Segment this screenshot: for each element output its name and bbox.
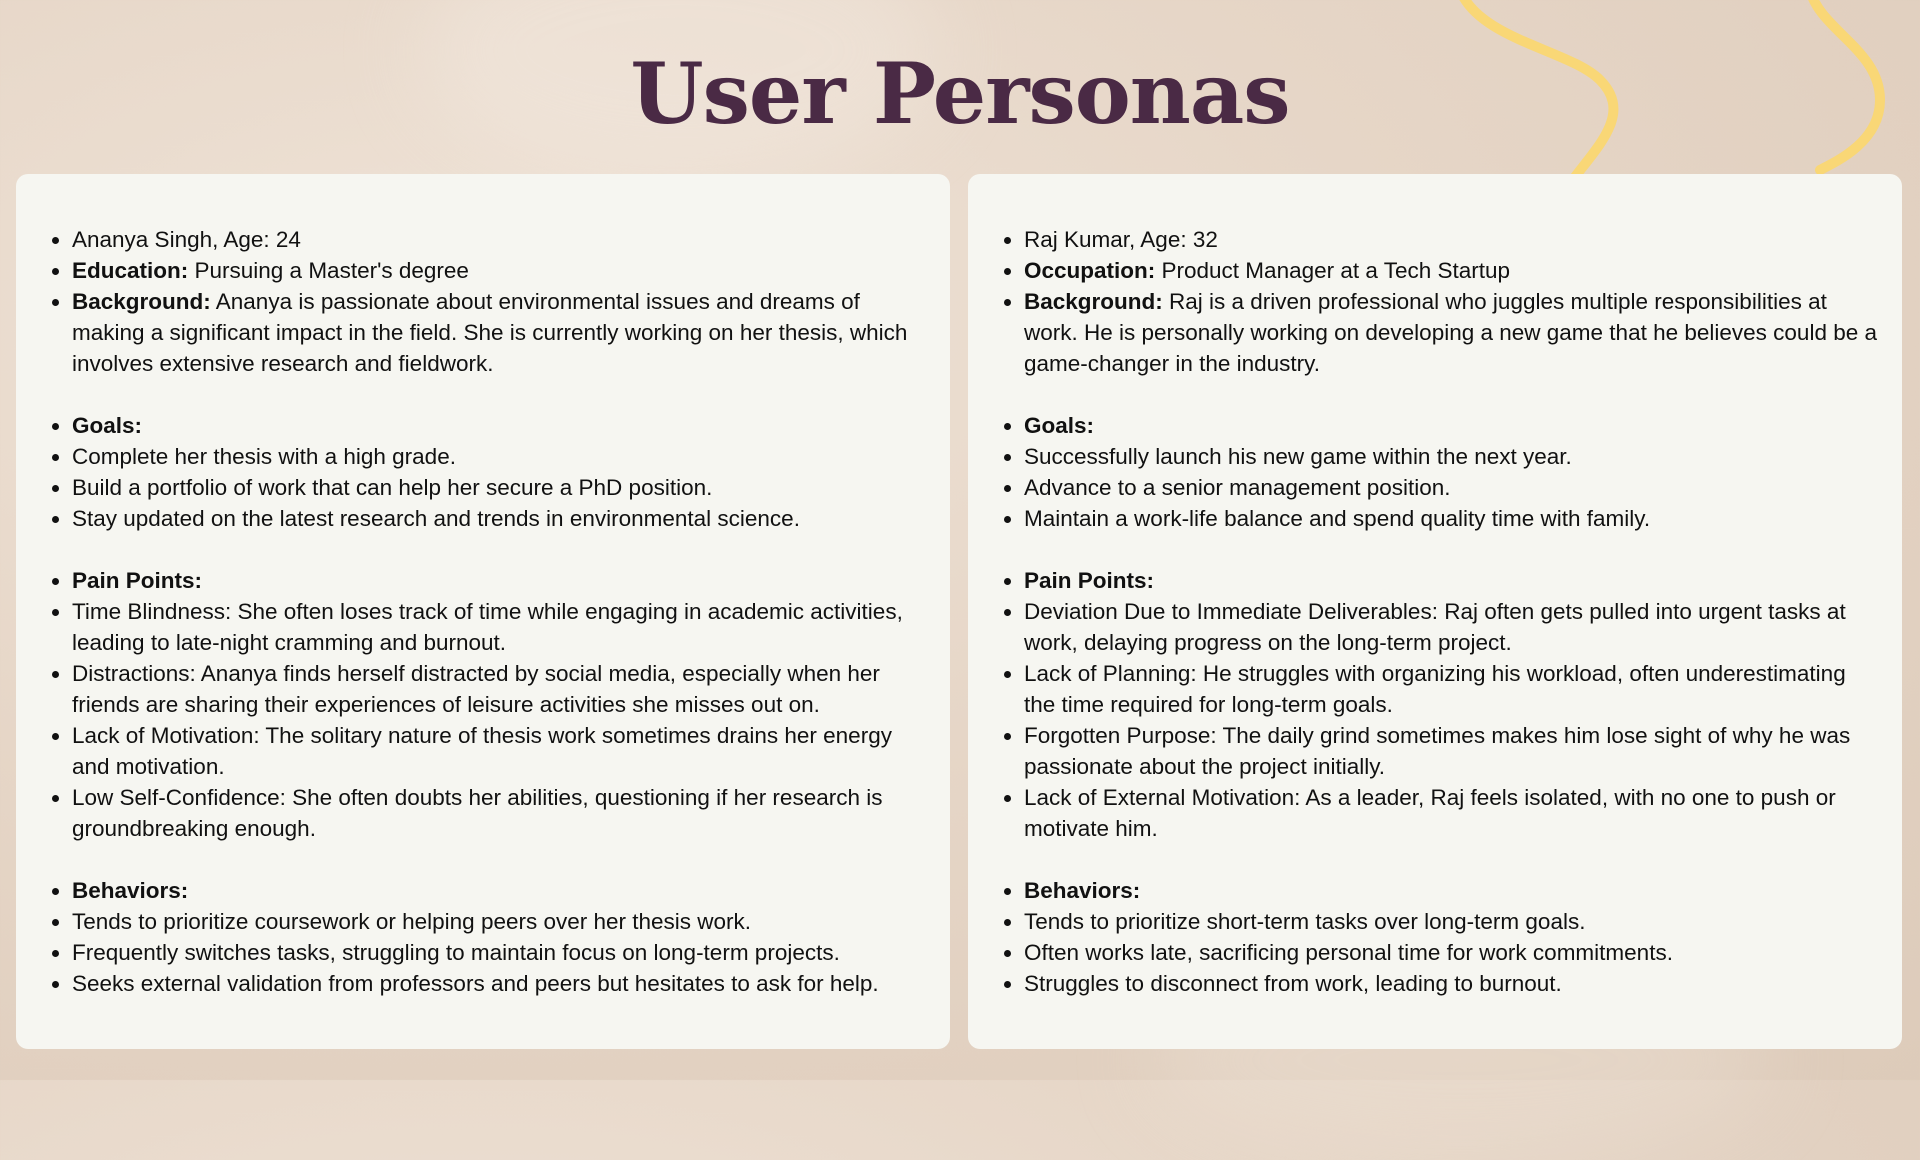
occupation-label: Occupation: xyxy=(1024,258,1156,283)
pain-points-heading: • Pain Points: xyxy=(1024,565,1882,596)
behaviors-heading: • Behaviors: xyxy=(1024,875,1882,906)
goal-item: • Stay updated on the latest research and trends in environmental science. xyxy=(72,503,930,534)
behavior-item: • Tends to prioritize coursework or helping peers over her thesis work. xyxy=(72,906,930,937)
behaviors-heading: • Behaviors: xyxy=(72,875,930,906)
occupation-value: Product Manager at a Tech Startup xyxy=(1155,258,1511,283)
goal-item: • Complete her thesis with a high grade. xyxy=(72,441,930,472)
behavior-item: • Often works late, sacrificing personal time for work commitments. xyxy=(1024,937,1882,968)
occupation-item xyxy=(1024,255,1882,286)
goal-item: • Build a portfolio of work that can help her secure a PhD position. xyxy=(72,472,930,503)
pain-point-item: • Low Self-Confidence: She often doubts her abilities, questioning if her research is groundbreaking enough. xyxy=(72,782,930,844)
persona-name: • Raj Kumar, Age: 32 xyxy=(1024,224,1882,255)
background-item xyxy=(72,286,930,379)
pain-point-item: • Forgotten Purpose: The daily grind sometimes makes him lose sight of why he was passionate about the project initially. xyxy=(1024,720,1882,782)
background-text: Ananya is passionate about environmental issues and dreams of making a significant impact in the field. She is currently working on her thesis, which involves extensive research and fieldwork. xyxy=(72,289,908,376)
behavior-item: • Tends to prioritize short-term tasks over long-term goals. xyxy=(1024,906,1882,937)
persona-name: • Ananya Singh, Age: 24 xyxy=(72,224,930,255)
behavior-item: • Frequently switches tasks, struggling to maintain focus on long-term projects. xyxy=(72,937,930,968)
persona-list xyxy=(46,224,930,999)
page-title: User Personas xyxy=(630,44,1290,143)
behavior-item: • Seeks external validation from professors and peers but hesitates to ask for help. xyxy=(72,968,930,999)
goal-item: • Advance to a senior management position. xyxy=(1024,472,1882,503)
pain-point-item: • Lack of Planning: He struggles with organizing his workload, often underestimating the time required for long-term goals. xyxy=(1024,658,1882,720)
persona-card-raj xyxy=(968,174,1902,1049)
background-label: Background: xyxy=(1024,289,1163,314)
persona-card-ananya xyxy=(16,174,950,1049)
pain-point-item: • Time Blindness: She often loses track of time while engaging in academic activities, leading to late-night cramming and burnout. xyxy=(72,596,930,658)
pain-point-item: • Distractions: Ananya finds herself distracted by social media, especially when her friends are sharing their experiences of leisure activities she misses out on. xyxy=(72,658,930,720)
background-item xyxy=(1024,286,1882,379)
background-label: Background: xyxy=(72,289,211,314)
goal-item: • Maintain a work-life balance and spend quality time with family. xyxy=(1024,503,1882,534)
pain-point-item: • Lack of External Motivation: As a leader, Raj feels isolated, with no one to push or motivate him. xyxy=(1024,782,1882,844)
education-value: Pursuing a Master's degree xyxy=(188,258,469,283)
education-item xyxy=(72,255,930,286)
background-text: Raj is a driven professional who juggles multiple responsibilities at work. He is personally working on developing a new game that he believes could be a game-changer in the industry. xyxy=(1024,289,1878,376)
goals-heading: • Goals: xyxy=(72,410,930,441)
pain-points-heading: • Pain Points: xyxy=(72,565,930,596)
persona-list xyxy=(998,224,1882,999)
behavior-item: • Struggles to disconnect from work, leading to burnout. xyxy=(1024,968,1882,999)
pain-point-item: • Lack of Motivation: The solitary nature of thesis work sometimes drains her energy and motivation. xyxy=(72,720,930,782)
goal-item: • Successfully launch his new game within the next year. xyxy=(1024,441,1882,472)
goals-heading: • Goals: xyxy=(1024,410,1882,441)
pain-point-item: • Deviation Due to Immediate Deliverables: Raj often gets pulled into urgent tasks at work, delaying progress on the long-term project. xyxy=(1024,596,1882,658)
education-label: Education: xyxy=(72,258,189,283)
